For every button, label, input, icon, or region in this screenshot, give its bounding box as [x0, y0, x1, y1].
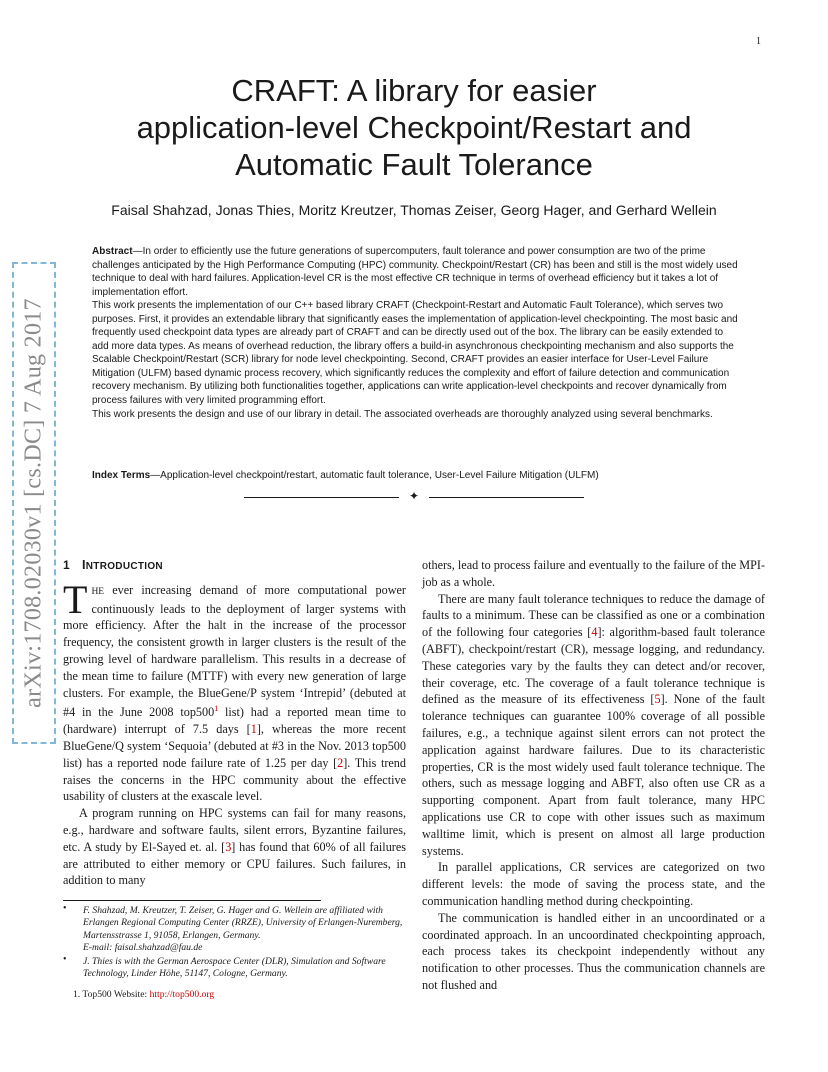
affiliation-footnote-2: [63, 956, 406, 981]
citation-link-4[interactable]: 4: [591, 625, 598, 640]
affiliation-footnote-1: [63, 905, 406, 954]
divider-line-right: [429, 497, 584, 498]
index-terms: [92, 470, 740, 481]
footnote-rule: [63, 900, 321, 901]
intro-paragraph-1: [63, 576, 407, 805]
citation-link-3[interactable]: 3: [225, 839, 232, 854]
abstract: [92, 245, 740, 421]
citation-link-5[interactable]: 5: [654, 692, 661, 707]
footnote-mark[interactable]: 1: [214, 704, 219, 714]
drop-cap: T: [63, 576, 88, 622]
abstract-dash: —: [132, 246, 143, 257]
intro-text-1d: ]. This trend raises the concerns in the HPC community about the effective usability of clusters at the exascale level.: [63, 755, 406, 804]
intro-text-2a: A program running on HPC systems can fail for many reasons, e.g., hardware and software faults, silent errors, Byzantine failures, etc. A study by El-Sayed et. al. [: [63, 806, 406, 854]
abstract-paragraph-1: [92, 245, 740, 299]
section-heading: [63, 557, 406, 576]
citation-link-1[interactable]: 1: [250, 722, 257, 737]
top500-link[interactable]: http://top500.org: [149, 988, 215, 1000]
abstract-text-1: In order to efficiently use the future generations of supercomputers, fault tolerance and power consumption are two of the prime challenges anticipated by the High Performance Computing (HPC) community. Checkpoint/Restart (CR) has been and still is the most widely used technique to deal with hard failures. Application-level CR is the most effective CR technique in terms of overhead efficiency but it takes a lot of implementation effort.: [92, 246, 738, 298]
right-column: [422, 557, 765, 994]
citation-link-2[interactable]: 2: [337, 755, 344, 770]
abstract-paragraph-2: This work presents the implementation of our C++ based library CRAFT (Checkpoint-Restart and Automatic Fault Tolerance), which serves two purposes. First, it provides an extendable library that significantly eases the implementation of application-level checkpointing. The most basic and frequently used checkpoint data types are already part of CRAFT and can be directly used out of the box. The library can be easily extended to add more data types. As means of overhead reduction, the library offers a build-in asynchronous checkpointing mechanism and also supports the Scalable Checkpoint/Restart (SCR) library for node level checkpointing. Second, CRAFT provides an easier interface for User-Level Failure Mitigation (ULFM) based dynamic process recovery, which significantly reduces the complexity and effort of failure detection and communication recovery mechanism. By utilizing both functionalities together, applications can write application-level checkpoints and recover dynamically from process failures with very limited programming effort.: [92, 300, 738, 407]
index-terms-text: Application-level checkpoint/restart, automatic fault tolerance, User-Level Failure Mitigation (ULFM): [160, 470, 599, 481]
section-divider: [244, 489, 584, 503]
page-number: 1: [756, 36, 761, 47]
footnote-label: 1. Top500 Website:: [73, 988, 150, 1000]
index-terms-dash: —: [150, 470, 161, 481]
arxiv-id: arXiv:1708.02030v1 [cs.DC] 7 Aug 2017: [20, 298, 47, 708]
bullet-icon: •: [63, 954, 67, 966]
right-text-2a: There are many fault tolerance techniques to reduce the damage of faults to a minimum. These can be classified as one or a combination of the following four categories [: [422, 591, 765, 640]
bullet-icon: •: [63, 903, 67, 914]
title-line-3: Automatic Fault Tolerance: [235, 147, 593, 182]
right-text-2b: ]: algorithm-based fault tolerance (ABFT), checkpoint/restart (CR), message logging, and redundancy. These categories vary by the faults they can detect and/or recover, their coverage, etc. The coverage of a fault tolerance technique is defined as the measure of its effectiveness [: [422, 625, 765, 707]
title-line-2: application-level Checkpoint/Restart and: [136, 110, 692, 145]
intro-text-1b: list) had a reported mean time to (hardware) interrupt of 7.5 days [: [63, 705, 406, 737]
divider-line-left: [244, 497, 399, 498]
footnotes: [63, 905, 406, 1001]
divider-diamond-icon: ✦: [408, 489, 420, 503]
right-paragraph-2: [422, 591, 765, 860]
intro-text-1c: ], whereas the more recent BlueGene/Q system ‘Sequoia’ (debuted at #3 in the Nov. 2013 top500 list) has a reported node failure rate of 1.25 per day [: [63, 722, 407, 770]
right-text-2c: ]. None of the fault tolerance techniques can guarantee 100% coverage of all possible failures, e.g., a technique against silent errors can not protect the application against hardware failures. Due to its characteristic properties, CR is the most widely used fault tolerance technique. The others, such as message logging and ABFT, also often use CR as a supporting component. Apart from fault tolerance, many HPC applications use CR to cope with other issues such as maximum walltime limit, which is present on almost all large production systems.: [422, 692, 765, 858]
affiliation-email: E-mail: faisal.shahzad@fau.de: [83, 941, 203, 953]
intro-text-1a: ever increasing demand of more computational power continuously leads to the deployment of larger systems with more efficiency. After the halt in the increase of the processor frequency, the consistent growth in larger clusters is the result of the growing level of hardware parallelism. This results in a decrease of the mean time to failure (MTTF) with every new generation of large clusters. For example, the BlueGene/P system ‘Intrepid’ (debuted at #4 in the June 2008 top500: [63, 582, 406, 720]
right-paragraph-4: The communication is handled either in an uncoordinated or a coordinated approach. In an uncoordinated checkpointing approach, each process takes its checkpoint independently without any notification to other processes. Thus the communication channels are not flushed and: [422, 910, 765, 992]
intro-paragraph-2: [63, 805, 406, 889]
title-line-1: CRAFT: A library for easier: [231, 73, 597, 108]
author-list: Faisal Shahzad, Jonas Thies, Moritz Kreutzer, Thomas Zeiser, Georg Hager, and Gerhard Wellein: [111, 202, 717, 218]
arxiv-stamp: [12, 262, 56, 744]
smallcaps-word: HE: [91, 586, 105, 597]
index-terms-label: Index Terms: [92, 470, 151, 481]
intro-text-2b: ] has found that 60% of all failures are attributed to either memory or CPU failures. Such failures, in addition to many: [63, 839, 406, 888]
abstract-label: Abstract: [92, 246, 133, 257]
section-initial: I: [81, 558, 86, 572]
section-number: 1: [63, 558, 70, 572]
right-paragraph-1: others, lead to process failure and eventually to the failure of the MPI-job as a whole.: [422, 558, 765, 589]
section-title-rest: NTRODUCTION: [85, 561, 163, 572]
left-column: [63, 557, 406, 889]
numbered-footnote-1: [63, 989, 406, 1001]
abstract-paragraph-3: This work presents the design and use of our library in detail. The associated overheads are thoroughly analyzed using several benchmarks.: [92, 408, 713, 420]
right-paragraph-3: In parallel applications, CR services are categorized on two different levels: the mode of saving the process state, and the communication handling method during checkpointing.: [422, 860, 765, 908]
paper-title: [90, 72, 738, 183]
affiliation-text-1: F. Shahzad, M. Kreutzer, T. Zeiser, G. Hager and G. Wellein are affiliated with Erlangen Regional Computing Center (RRZE), University of Erlangen-Nuremberg, Martensstrasse 1, 91058, Erlangen, Germany.: [83, 905, 403, 941]
affiliation-text-2: J. Thies is with the German Aerospace Center (DLR), Simulation and Software Technology, Linder Höhe, 51147, Cologne, Germany.: [83, 956, 386, 980]
